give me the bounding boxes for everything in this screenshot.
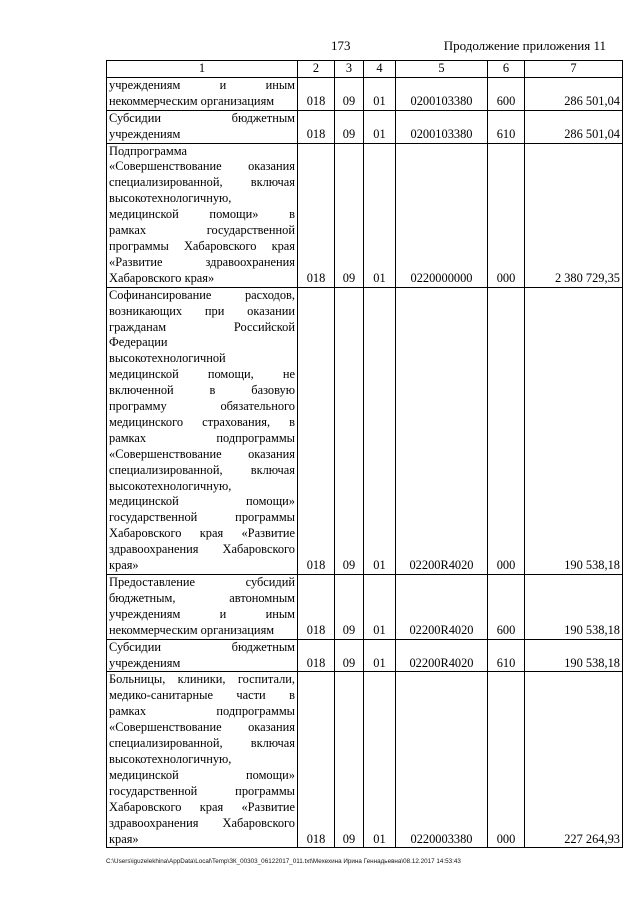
section-code-cell: 09 [335,110,364,143]
row-name-line: гражданам Российской [109,319,295,334]
row-name-line: «Совершенствование оказания [109,720,295,735]
subsection-code-cell: 01 [364,575,396,640]
expense-type-cell: 600 [488,77,525,110]
row-name-line: Хабаровского края «Развитие [109,526,295,541]
row-name-line: Предоставление субсидий [109,575,295,589]
row-name-line: некоммерческим организациям [109,622,275,637]
row-name-line: высокотехнологичной [109,351,226,366]
row-name-line: учреждениям и иным [109,606,295,621]
row-name-line: бюджетным, автономным [109,590,295,605]
amount-cell: 190 538,18 [525,639,623,672]
target-article-cell: 02200R4020 [396,639,488,672]
expense-type-cell: 610 [488,110,525,143]
ministry-code-cell: 018 [298,575,335,640]
page-number: 173 [331,38,351,53]
row-name-line: специализированной, включая [109,175,295,190]
section-code-cell: 09 [335,575,364,640]
row-name-line: рамках государственной [109,223,295,238]
subsection-code-cell: 01 [364,287,396,574]
row-name-line: здравоохранения Хабаровского [109,815,295,830]
row-name-cell [107,287,298,574]
table-row [107,639,623,672]
section-code-cell: 09 [335,77,364,110]
row-name-line: высокотехнологичную, [109,751,232,766]
table-header-row [107,61,623,78]
row-name-line: Субсидии бюджетным [109,110,295,125]
row-name-line: медико-санитарные части в [109,688,295,703]
row-name-line: Субсидии бюджетным [109,639,295,654]
table-row [107,575,623,640]
table-body [107,77,623,848]
row-name-line: рамках подпрограммы [109,704,295,719]
row-name-line: медицинской помощи» [109,494,295,509]
table-row [107,77,623,110]
row-name-line: Хабаровского края» [109,270,215,285]
row-name-line: «Совершенствование оказания [109,159,295,174]
ministry-code-cell: 018 [298,639,335,672]
target-article-cell: 02200R4020 [396,575,488,640]
amount-cell: 286 501,04 [525,110,623,143]
row-name-line: учреждениям [109,126,181,141]
amount-cell: 227 264,93 [525,672,623,848]
ministry-code-cell: 018 [298,143,335,287]
row-name-line: специализированной, включая [109,462,295,477]
expense-type-cell: 600 [488,575,525,640]
row-name-cell [107,143,298,287]
row-name-line: государственной программы [109,783,295,798]
row-name-line: программу обязательного [109,399,295,414]
row-name-cell [107,639,298,672]
appendix-continuation-label: Продолжение приложения 11 [443,38,606,53]
column-header: 5 [396,61,488,78]
subsection-code-cell: 01 [364,143,396,287]
target-article-cell: 0200103380 [396,77,488,110]
target-article-cell: 0220003380 [396,672,488,848]
amount-cell: 2 380 729,35 [525,143,623,287]
row-name-line: медицинской помощи» [109,767,295,782]
target-article-cell: 02200R4020 [396,287,488,574]
section-code-cell: 09 [335,672,364,848]
page-header [0,38,640,58]
row-name-line: Софинансирование расходов, [109,287,295,302]
column-header: 3 [335,61,364,78]
column-header: 6 [488,61,525,78]
row-name-cell [107,672,298,848]
ministry-code-cell: 018 [298,110,335,143]
row-name-line: Больницы, клиники, госпитали, [109,672,295,687]
target-article-cell: 0200103380 [396,110,488,143]
ministry-code-cell: 018 [298,672,335,848]
row-name-line: «Развитие здравоохранения [109,254,295,269]
table-row [107,143,623,287]
row-name-line: Подпрограмма [109,143,187,158]
section-code-cell: 09 [335,143,364,287]
amount-cell: 190 538,18 [525,287,623,574]
row-name-cell [107,77,298,110]
budget-table [106,60,623,848]
row-name-line: специализированной, включая [109,736,295,751]
column-header: 7 [525,61,623,78]
column-header: 4 [364,61,396,78]
subsection-code-cell: 01 [364,77,396,110]
expense-type-cell: 000 [488,287,525,574]
row-name-line: государственной программы [109,510,295,525]
amount-cell: 286 501,04 [525,77,623,110]
row-name-line: высокотехнологичную, [109,191,232,206]
table-row [107,110,623,143]
amount-cell: 190 538,18 [525,575,623,640]
row-name-line: медицинской помощи» в [109,207,295,222]
row-name-line: здравоохранения Хабаровского [109,542,295,557]
target-article-cell: 0220000000 [396,143,488,287]
table-row [107,287,623,574]
row-name-line: медицинской помощи, не [109,367,295,382]
row-name-line: края» [109,558,139,573]
section-code-cell: 09 [335,639,364,672]
ministry-code-cell: 018 [298,287,335,574]
row-name-line: включенной в базовую [109,383,295,398]
row-name-line: рамках подпрограммы [109,430,295,445]
ministry-code-cell: 018 [298,77,335,110]
row-name-line: учреждениям [109,655,181,670]
row-name-line: медицинского страхования, в [109,414,295,429]
table-row [107,672,623,848]
row-name-cell [107,110,298,143]
expense-type-cell: 610 [488,639,525,672]
row-name-line: края» [109,831,139,846]
row-name-line: программы Хабаровского края [109,238,295,253]
column-header: 1 [107,61,298,78]
row-name-line: учреждениям и иным [109,77,295,92]
row-name-line: возникающих при оказании [109,303,295,318]
row-name-line: «Совершенствование оказания [109,446,295,461]
row-name-line: Федерации [109,335,168,350]
subsection-code-cell: 01 [364,110,396,143]
section-code-cell: 09 [335,287,364,574]
expense-type-cell: 000 [488,143,525,287]
row-name-line: некоммерческим организациям [109,93,275,108]
subsection-code-cell: 01 [364,639,396,672]
subsection-code-cell: 01 [364,672,396,848]
expense-type-cell: 000 [488,672,525,848]
row-name-cell [107,575,298,640]
footer-file-path: C:\Users\iguzelekhina\AppData\Local\Temp\ЗК_00303_06122017_011.txt\Мехехина Ирина Геннадьевна\08.12.2017 14:53:43 [106,858,461,865]
row-name-line: Хабаровского края «Развитие [109,799,295,814]
row-name-line: высокотехнологичную, [109,478,232,493]
column-header: 2 [298,61,335,78]
